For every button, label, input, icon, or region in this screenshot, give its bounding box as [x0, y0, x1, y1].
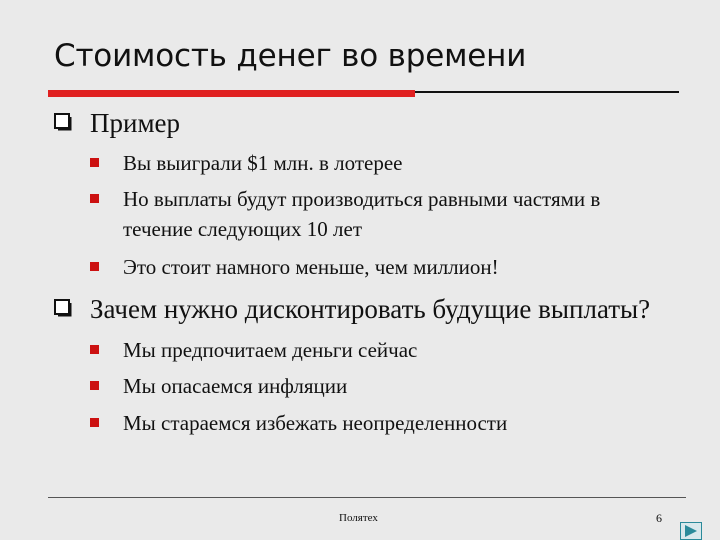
- footer-divider: [48, 497, 686, 498]
- sub-bullet-label: Мы стараемся избежать неопределенности: [123, 411, 508, 435]
- red-square-bullet-icon: [90, 381, 99, 390]
- sub-bullet-label: Это стоит намного меньше, чем миллион!: [123, 255, 499, 279]
- sub-bullet-label: Мы опасаемся инфляции: [123, 374, 348, 398]
- next-slide-arrow-icon[interactable]: [680, 522, 702, 540]
- sub-bullet-label: Мы предпочитаем деньги сейчас: [123, 338, 418, 362]
- slide-title: Стоимость денег во времени: [54, 38, 527, 74]
- sub-bullet-continuation: течение следующих 10 лет: [123, 217, 363, 241]
- title-underline-right: [415, 91, 679, 93]
- red-square-bullet-icon: [90, 345, 99, 354]
- checkbox-q-bullet-icon: [54, 113, 72, 131]
- red-square-bullet-icon: [90, 194, 99, 203]
- red-square-bullet-icon: [90, 418, 99, 427]
- red-square-bullet-icon: [90, 262, 99, 271]
- red-square-bullet-icon: [90, 158, 99, 167]
- checkbox-q-bullet-icon: [54, 299, 72, 317]
- bullet-label: Зачем нужно дисконтировать будущие выплаты?: [90, 294, 651, 324]
- sub-bullet-label: Но выплаты будут производиться равными частями в: [123, 187, 601, 211]
- title-red-bar: [48, 90, 415, 97]
- bullet-label: Пример: [90, 108, 181, 138]
- sub-bullet-label: Вы выиграли $1 млн. в лотерее: [123, 151, 403, 175]
- footer-label: Полятех: [339, 512, 378, 524]
- page-number: 6: [656, 511, 662, 525]
